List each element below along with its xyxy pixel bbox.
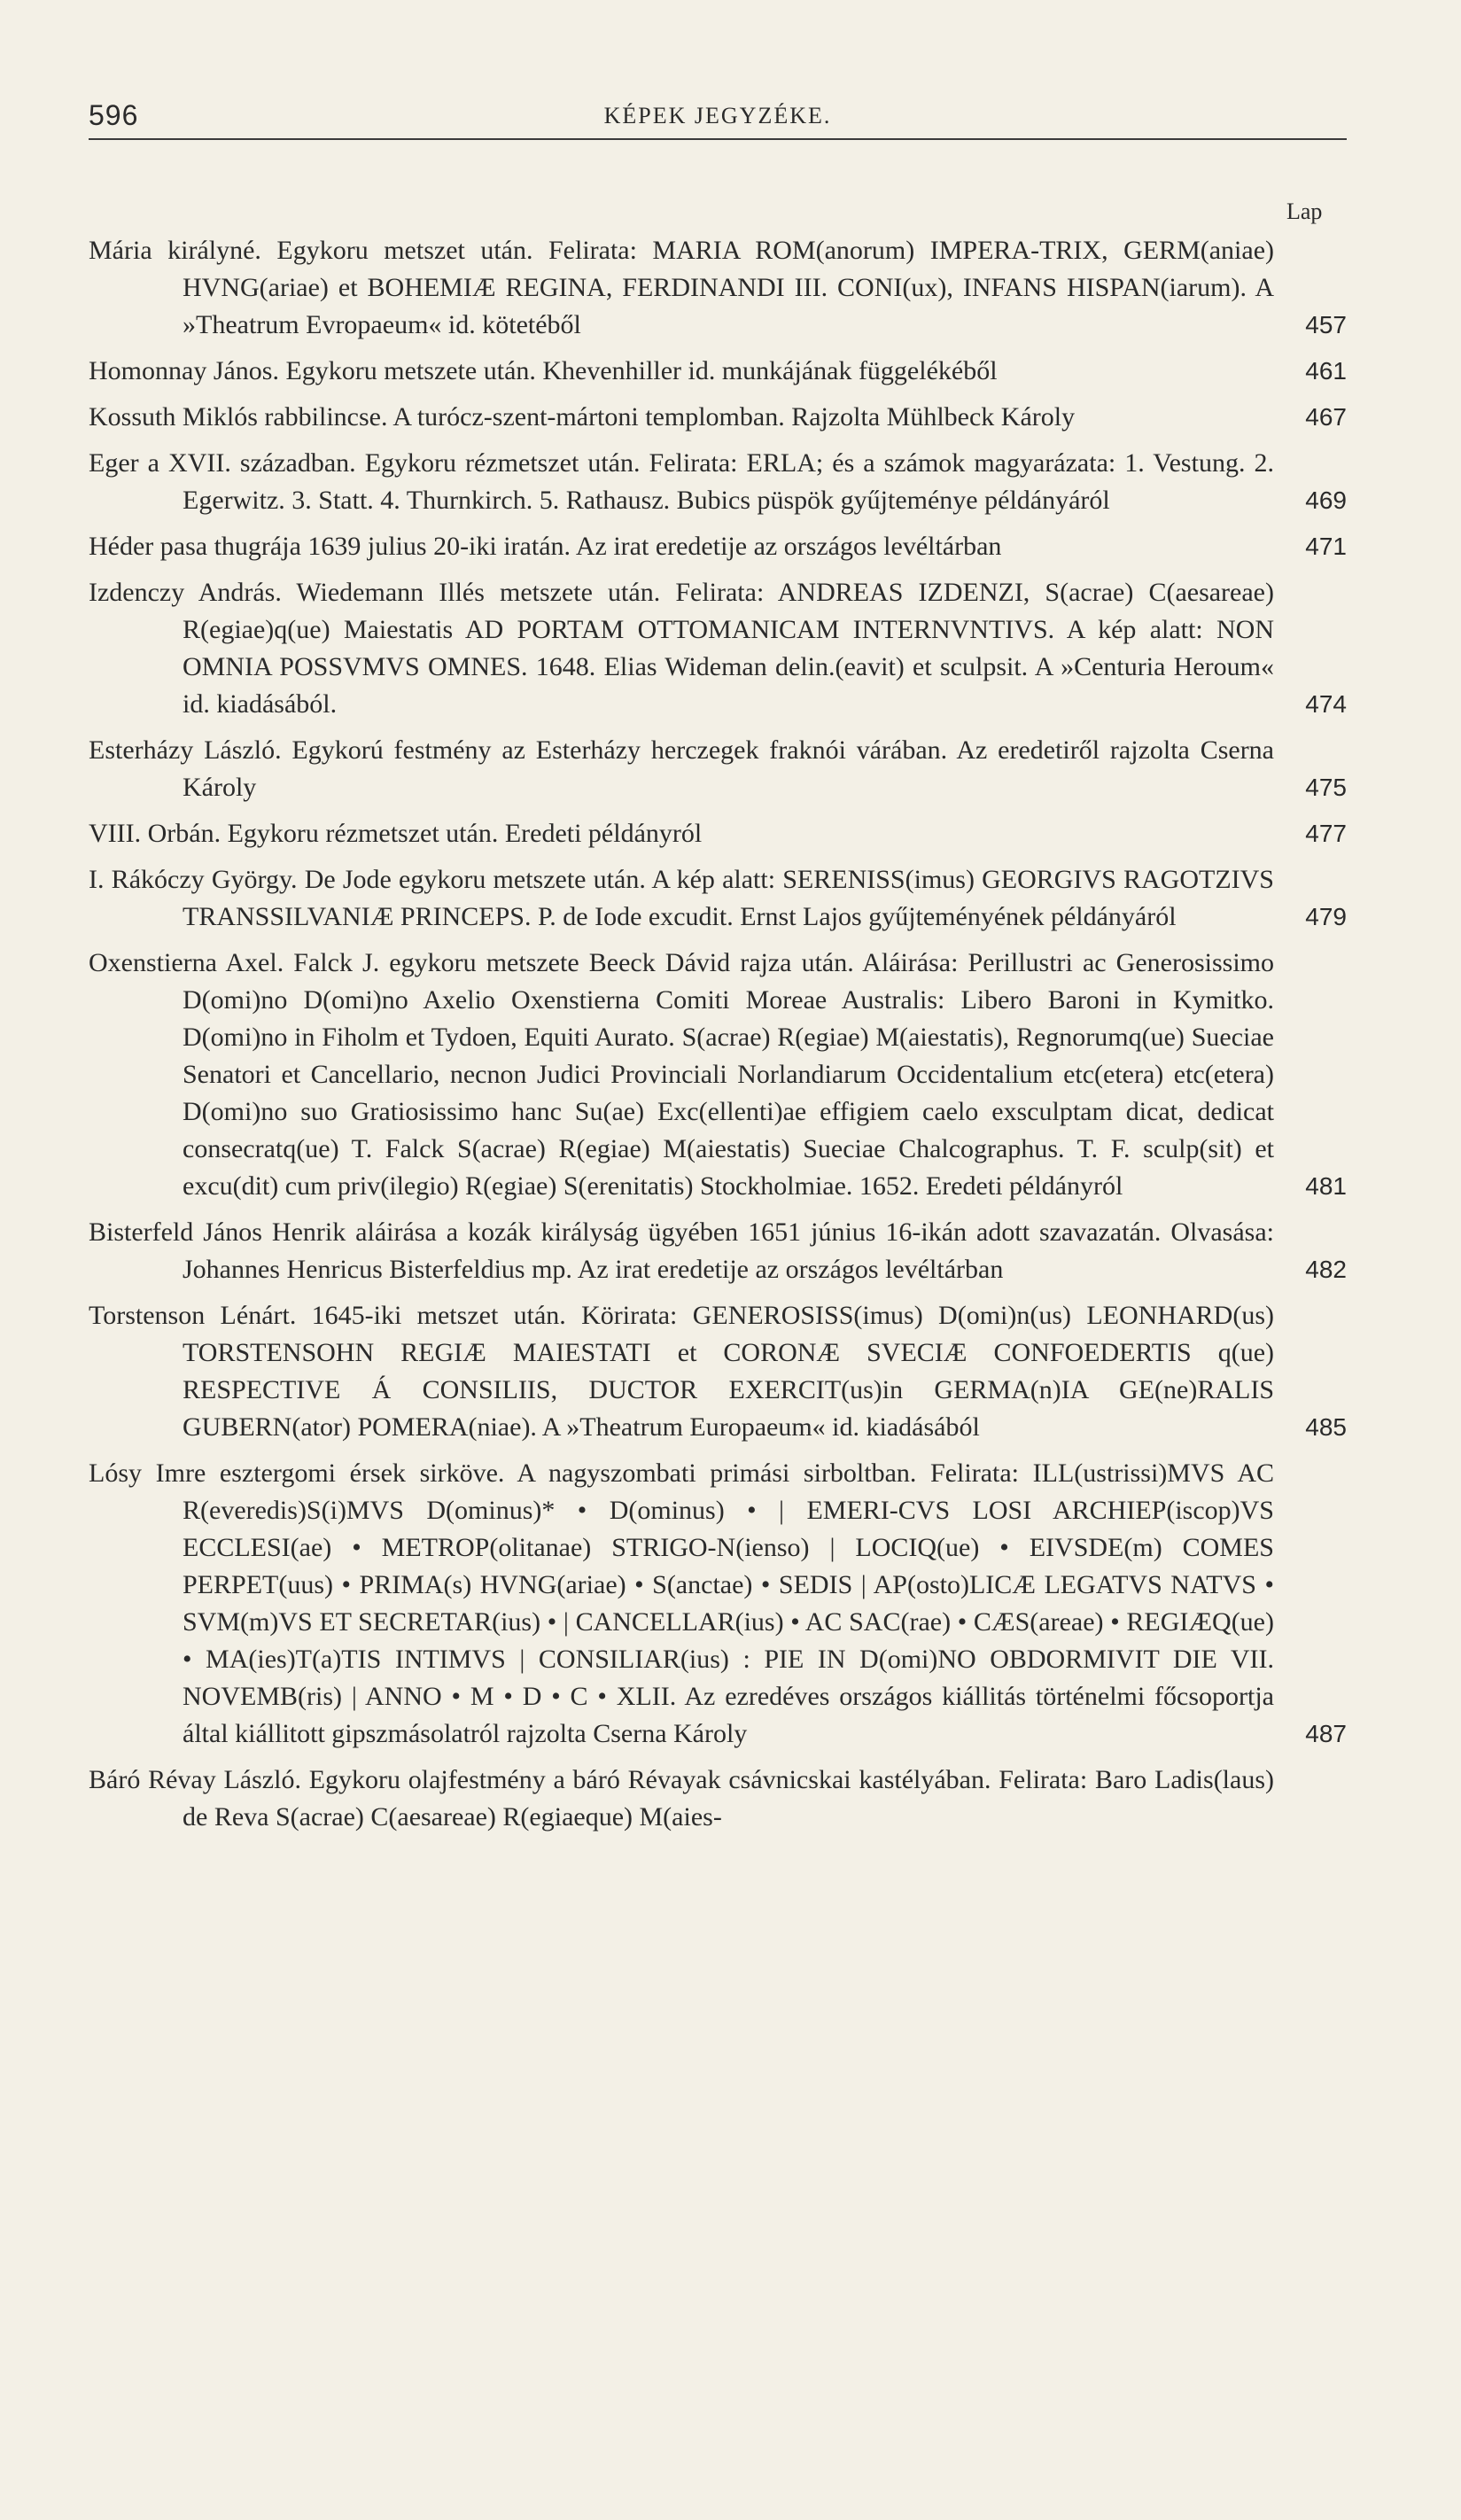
entry-page-number: 474 <box>1305 690 1347 718</box>
list-item <box>89 815 1347 852</box>
page-number: 596 <box>89 99 139 131</box>
entry-page-number: 479 <box>1305 903 1347 930</box>
list-item <box>89 1762 1347 1836</box>
list-item <box>89 528 1347 565</box>
entry-page-number: 467 <box>1305 403 1347 431</box>
entry-text: I. Rákóczy György. De Jode egykoru metszete után. A kép alatt: SERENISS(imus) GEORGIVS RAGOTZIVS TRANSSILVANIÆ PRINCEPS. P. de Iode excudit. Ernst Lajos gyűjteményének példányáról <box>89 865 1274 931</box>
entry-text: Oxenstierna Axel. Falck J. egykoru metszete Beeck Dávid rajza után. Aláirása: Perillustri ac Generosissimo D(omi)no D(omi)no Axelio Oxenstierna Comiti Moreae Australis: Libero Baroni in Kymitko. D(omi)no in Fiholm et Tydoen, Equiti Aurato. S(acrae) R(egiae) M(aiestatis), Regnorumq(ue) Sueciae Senatori et Cancellario, necnon Judici Provinciali Norlandiarum Occidentalium etc(etera) etc(etera) D(omi)no suo Gratiosissimo hanc Su(ae) Exc(ellenti)ae effigiem caelo exsculptam dicat, dedicat consecratq(ue) T. Falck S(acrae) R(egiae) M(aiestatis) Sueciae Chalcographus. T. F. sculp(sit) et excu(dit) cum priv(ilegio) R(egiae) S(erenitatis) Stockholmiae. 1652. Eredeti példányról <box>89 948 1274 1201</box>
entry-text: Kossuth Miklós rabbilincse. A turócz-szent-mártoni templomban. Rajzolta Mühlbeck Károly <box>89 402 1076 432</box>
entry-text: Lósy Imre esztergomi érsek sirköve. A nagyszombati primási sirboltban. Felirata: ILL(ustrissi)MVS AC R(everedis)S(i)MVS D(ominus)* • D(ominus) • | EMERI-CVS LOSI ARCHIEP(iscop)VS ECCLESI(ae) • METROP(olitanae) STRIGO-N(ienso) | LOCIQ(ue) • EIVSDE(m) COMES PERPET(uus) • PRIMA(s) HVNG(ariae) • S(anctae) • SEDIS | AP(osto)LICÆ LEGATVS NATVS • SVM(m)VS ET SECRETAR(ius) • | CANCELLAR(ius) • AC SAC(rae) • CÆS(areae) • REGIÆQ(ue) • MA(ies)T(a)TIS INTIMVS | CONSILIAR(ius) : PIE IN D(omi)NO OBDORMIVIT DIE VII. NOVEMB(ris) | ANNO • M • D • C • XLII. Az ezredéves országos kiállitás történelmi főcsoportja által kiállitott gipszmásolatról rajzolta Cserna Károly <box>89 1458 1274 1748</box>
running-head <box>89 99 1347 140</box>
entry-text: Homonnay János. Egykoru metszete után. Khevenhiller id. munkájának függelékéből <box>89 356 998 385</box>
entry-page-number: 482 <box>1305 1256 1347 1283</box>
list-item <box>89 861 1347 936</box>
lap-column-header: Lap <box>1286 198 1323 224</box>
entry-page-number: 481 <box>1305 1172 1347 1200</box>
entry-page-number: 469 <box>1305 486 1347 514</box>
list-item <box>89 1297 1347 1446</box>
entry-text: VIII. Orbán. Egykoru rézmetszet után. Eredeti példányról <box>89 819 703 848</box>
entry-list <box>89 232 1347 1845</box>
entry-text: Mária királyné. Egykoru metszet után. Felirata: MARIA ROM(anorum) IMPERA-TRIX, GERM(aniae) HVNG(ariae) et BOHEMIÆ REGINA, FERDINANDI III. CONI(ux), INFANS HISPAN(iarum). A »Theatrum Evropaeum« id. kötetéből <box>89 236 1274 339</box>
list-item <box>89 945 1347 1205</box>
entry-text: Eger a XVII. században. Egykoru rézmetszet után. Felirata: ERLA; és a számok magyarázata: 1. Vestung. 2. Egerwitz. 3. Statt. 4. Thurnkirch. 5. Rathausz. Bubics püspök gyűjteménye példányáról <box>89 448 1274 515</box>
page-title: KÉPEK JEGYZÉKE. <box>603 103 832 128</box>
entry-text: Izdenczy András. Wiedemann Illés metszete után. Felirata: ANDREAS IZDENZI, S(acrae) C(aesareae) R(egiae)q(ue) Maiestatis AD PORTAM OTTOMANICAM INTERNVNTIVS. A kép alatt: NON OMNIA POSSVMVS OMNES. 1648. Elias Wideman delin.(eavit) et sculpsit. A »Centuria Heroum« id. kiadásából. <box>89 578 1274 719</box>
list-item <box>89 399 1347 436</box>
list-item <box>89 732 1347 806</box>
list-item <box>89 445 1347 519</box>
list-item <box>89 1214 1347 1288</box>
entry-text: Héder pasa thugrája 1639 julius 20-iki iratán. Az irat eredetije az országos levéltárban <box>89 532 1002 561</box>
entry-text: Báró Révay László. Egykoru olajfestmény a báró Révayak csávnicskai kastélyában. Felirata: Baro Ladis(laus) de Reva S(acrae) C(aesareae) R(egiaeque) M(aies- <box>89 1765 1274 1832</box>
entry-page-number: 477 <box>1305 820 1347 847</box>
entry-page-number: 457 <box>1305 311 1347 338</box>
list-item <box>89 574 1347 723</box>
entry-page-number: 485 <box>1305 1413 1347 1441</box>
entry-text: Esterházy László. Egykorú festmény az Esterházy herczegek fraknói várában. Az eredetiről rajzolta Cserna Károly <box>89 735 1274 802</box>
list-item <box>89 353 1347 390</box>
entry-page-number: 461 <box>1305 357 1347 385</box>
entry-text: Torstenson Lénárt. 1645-iki metszet után. Körirata: GENEROSISS(imus) D(omi)n(us) LEONHARD(us) TORSTENSOHN REGIÆ MAIESTATI et CORONÆ SVECIÆ CONFOEDERTIS q(ue) RESPECTIVE Á CONSILIIS, DUCTOR EXERCIT(us)in GERMA(n)IA GE(ne)RALIS GUBERN(ator) POMERA(niae). A »Theatrum Europaeum« id. kiadásából <box>89 1301 1274 1442</box>
entry-page-number: 475 <box>1305 774 1347 801</box>
list-item <box>89 1455 1347 1753</box>
entry-text: Bisterfeld János Henrik aláirása a kozák királyság ügyében 1651 június 16-ikán adott szavazatán. Olvasása: Johannes Henricus Bisterfeldius mp. Az irat eredetije az országos levéltárban <box>89 1217 1274 1284</box>
entry-page-number: 471 <box>1305 533 1347 560</box>
list-item <box>89 232 1347 344</box>
entry-page-number: 487 <box>1305 1720 1347 1747</box>
